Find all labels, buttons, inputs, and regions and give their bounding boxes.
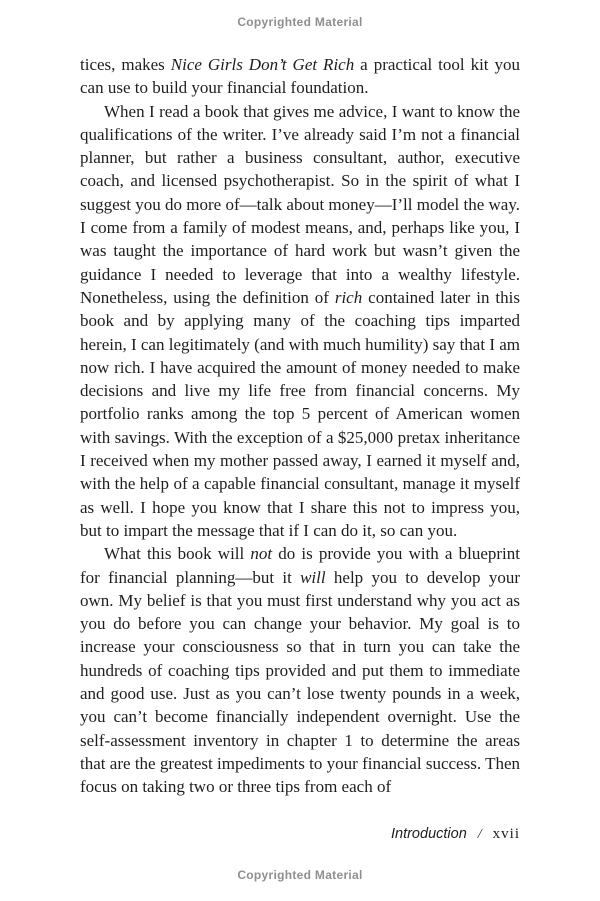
paragraph <box>80 53 520 100</box>
text-run: a practical tool kit you can use to build your financial foundation. <box>80 55 520 98</box>
text-run: What this book will <box>104 544 251 564</box>
body-text <box>80 53 520 799</box>
footer-separator: / <box>477 827 482 842</box>
italic-run: not <box>250 544 273 564</box>
footer-page-number: xvii <box>492 826 520 842</box>
paragraph <box>80 542 520 798</box>
text-run: contained later in this book and by applying many of the coaching tips imparted herein, I can legitimately (and with much humility) say that I am now rich. I have acquired the amount of money needed to make decisions and live my life free from financial concerns. My portfolio ranks among the top 5 percent of American women with savings. With the exception of a $25,000 pretax inheritance I received when my mother passed away, I earned it myself and, with the help of a capable financial consultant, manage it myself as well. I hope you know that I share this not to impress you, but to impart the message that if I can do it, so can you. <box>80 287 520 540</box>
italic-run: rich <box>334 287 363 307</box>
copyright-notice-top: Copyrighted Material <box>237 15 363 29</box>
copyright-notice-bottom: Copyrighted Material <box>237 868 363 882</box>
text-run: do is provide you with a blueprint for financial planning—but it <box>80 544 520 587</box>
text-run: tices, makes <box>80 55 171 74</box>
running-footer <box>80 825 520 843</box>
text-run: help you to develop your own. My belief is that you must first understand why you act as you do before you can change your behavior. My goal is to increase your consciousness so that in turn you can take the hundreds of coaching tips provided and put them to immediate and good use. Just as you can’t lose twenty pounds in a week, you can’t become financially independent overnight. Use the self-assessment inventory in chapter 1 to determine the areas that are the greatest impediments to your financial success. Then focus on taking two or three tips from each of <box>80 567 520 797</box>
paragraph <box>80 100 520 543</box>
text-run: When I read a book that gives me advice, I want to know the qualifications of the writer. I’ve already said I’m not a financial planner, but rather a business consultant, author, executive coach, and licensed psychotherapist. So in the spirit of what I suggest you do more of—talk about money—I’ll model the way. I come from a family of modest means, and, perhaps like you, I was taught the importance of hard work but wasn’t given the guidance I needed to leverage that into a wealthy lifestyle. Nonetheless, using the definition of <box>80 101 520 307</box>
footer-section-label: Introduction <box>390 826 467 842</box>
italic-run: Nice Girls Don’t Get Rich <box>170 55 355 74</box>
italic-run: will <box>300 567 326 587</box>
